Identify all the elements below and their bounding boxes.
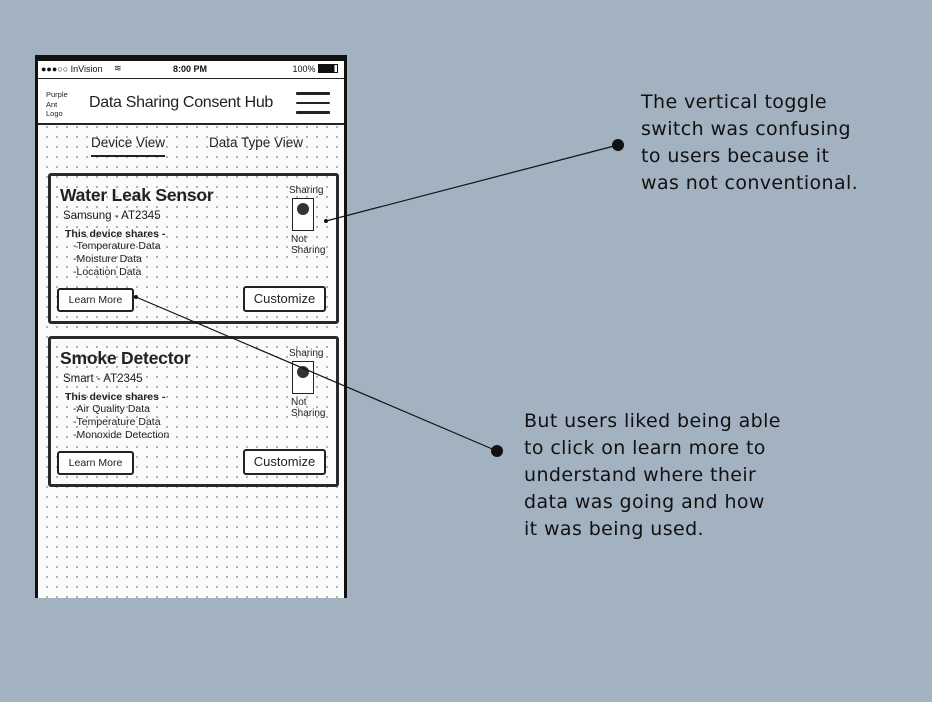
annotation-line: it was being used.: [524, 518, 704, 540]
annotation-line: The vertical toggle: [641, 91, 828, 113]
logo-line: Ant: [46, 99, 58, 109]
annotation-line: to users because it: [641, 145, 830, 167]
shared-data-item: -Monoxide Detection: [73, 429, 170, 441]
shares-heading: This device shares -: [65, 391, 166, 403]
annotation-toggle: [641, 89, 858, 197]
toggle-label-sharing: Sharing: [289, 348, 324, 359]
annotation-line: to click on learn more to: [524, 437, 766, 459]
annotation-learn-more: [524, 408, 781, 543]
annotation-line: But users liked being able: [524, 410, 781, 432]
toggle-label-line: Not: [291, 234, 307, 245]
toggle-label-line: Not: [291, 397, 307, 408]
shared-data-item: -Temperature Data: [73, 240, 161, 252]
device-model: Smart - AT2345: [63, 373, 143, 385]
shared-data-item: -Location Data: [73, 266, 142, 278]
battery-percent: 100%: [292, 64, 316, 74]
logo-line: Purple: [46, 90, 68, 99]
toggle-label-sharing: Sharing: [289, 185, 324, 196]
connector-dot-toggle: [612, 139, 624, 151]
connector-line-learn-more: [136, 297, 497, 451]
device-name: Smoke Detector: [60, 348, 191, 368]
connector-anchor-learn-more: [134, 295, 138, 299]
device-name: Water Leak Sensor: [60, 185, 214, 205]
device-model: Samsung - AT2345: [63, 210, 161, 222]
annotation-line: was not conventional.: [641, 172, 859, 194]
shared-data-item: -Moisture Data: [73, 253, 142, 265]
shared-data-item: -Temperature Data: [73, 416, 161, 428]
connector-line-toggle: [326, 145, 618, 221]
learn-more-button[interactable]: Learn More: [57, 451, 134, 475]
clock: 8:00 PM: [173, 64, 208, 74]
connector-dot-learn-more: [491, 445, 503, 457]
tab-device-view[interactable]: Device View: [91, 135, 165, 157]
annotation-line: understand where their: [524, 464, 757, 486]
wifi-icon: ≋: [114, 63, 122, 73]
annotation-line: data was going and how: [524, 491, 765, 513]
shared-data-item: -Air Quality Data: [73, 403, 151, 415]
shares-heading: This device shares -: [65, 228, 166, 240]
toggle-label-line: Sharing: [291, 245, 326, 256]
tab-data-type-view[interactable]: Data Type View: [209, 135, 304, 150]
logo-line: Logo: [46, 109, 63, 118]
toggle-label-line: Sharing: [291, 408, 326, 419]
carrier-label: ●●●○○ InVision: [41, 64, 103, 74]
customize-button[interactable]: Customize: [243, 286, 326, 312]
annotation-line: switch was confusing: [641, 118, 851, 140]
customize-button[interactable]: Customize: [243, 449, 326, 475]
page-title: Data Sharing Consent Hub: [89, 94, 274, 111]
connector-anchor-toggle: [324, 219, 328, 223]
learn-more-button[interactable]: Learn More: [57, 288, 134, 312]
